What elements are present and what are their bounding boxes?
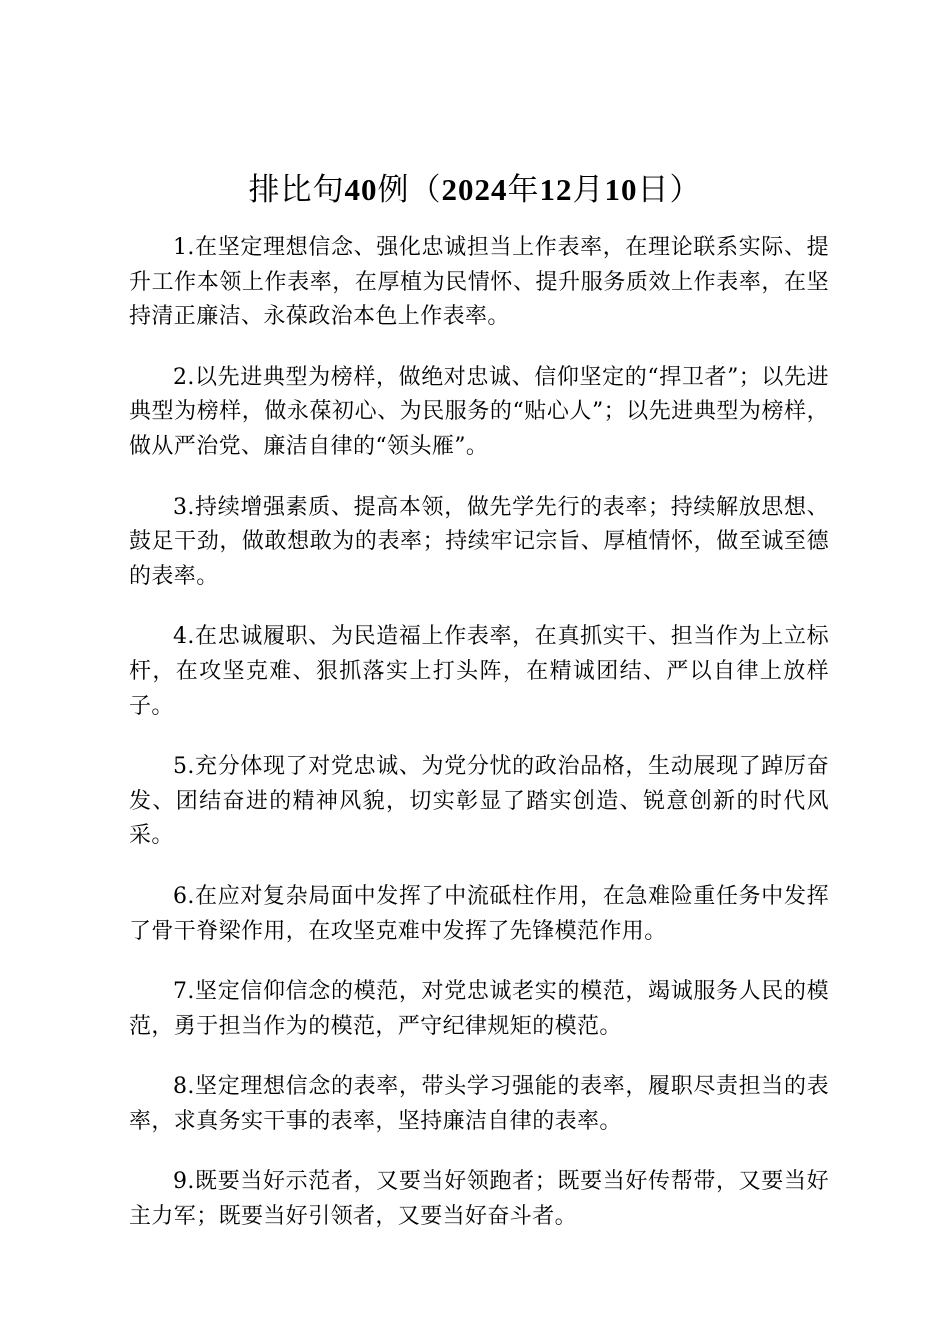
title-year: 2024: [441, 172, 508, 207]
paragraph-3: 3.持续增强素质、提高本领，做先学先行的表率；持续解放思想、鼓足干劲，做敢想敢为的表率；持续牢记宗旨、厚植情怀，做至诚至德的表率。: [129, 494, 829, 589]
paragraph-2: 2.以先进典型为榜样，做绝对忠诚、信仰坚定的“捍卫者”；以先进典型为榜样，做永葆初心、为民服务的“贴心人”；以先进典型为榜样，做从严治党、廉洁自律的“领头雁”。: [129, 364, 829, 459]
paragraph-7: 7.坚定信仰信念的模范，对党忠诚老实的模范，竭诚服务人民的模范，勇于担当作为的模范，严守纪律规矩的模范。: [129, 979, 829, 1039]
paragraph-6: 6.在应对复杂局面中发挥了中流砥柱作用，在急难险重任务中发挥了骨干脊梁作用，在攻坚克难中发挥了先锋模范作用。: [129, 883, 829, 944]
title-month-label: 月: [572, 172, 605, 208]
page-title: [0, 168, 950, 212]
title-day: 10: [604, 172, 638, 207]
paragraph-4: 4.在忠诚履职、为民造福上作表率，在真抓实干、担当作为上立标杆，在攻坚克难、狠抓落实上打头阵，在精诚团结、严以自律上放样子。: [129, 624, 829, 719]
title-month: 12: [539, 172, 573, 207]
title-year-label: 年: [507, 172, 540, 208]
paragraph-1: 1.在坚定理想信念、强化忠诚担当上作表率，在理论联系实际、提升工作本领上作表率，在厚植为民情怀、提升服务质效上作表率，在坚持清正廉洁、永葆政治本色上作表率。: [129, 235, 829, 330]
title-day-label: 日）: [637, 172, 702, 208]
paragraph-9: 9.既要当好示范者，又要当好领跑者；既要当好传帮带，又要当好主力军；既要当好引领者，又要当好奋斗者。: [129, 1169, 829, 1230]
document-body: [129, 231, 829, 1261]
title-mid: 例（: [377, 172, 442, 208]
title-count: 40: [344, 172, 378, 207]
paragraph-8: 8.坚定理想信念的表率，带头学习强能的表率，履职尽责担当的表率，求真务实干事的表率，坚持廉洁自律的表率。: [129, 1074, 829, 1134]
paragraph-5: 5.充分体现了对党忠诚、为党分忧的政治品格，生动展现了踔厉奋发、团结奋进的精神风貌，切实彰显了踏实创造、锐意创新的时代风采。: [129, 754, 829, 849]
title-prefix: 排比句: [248, 172, 345, 208]
